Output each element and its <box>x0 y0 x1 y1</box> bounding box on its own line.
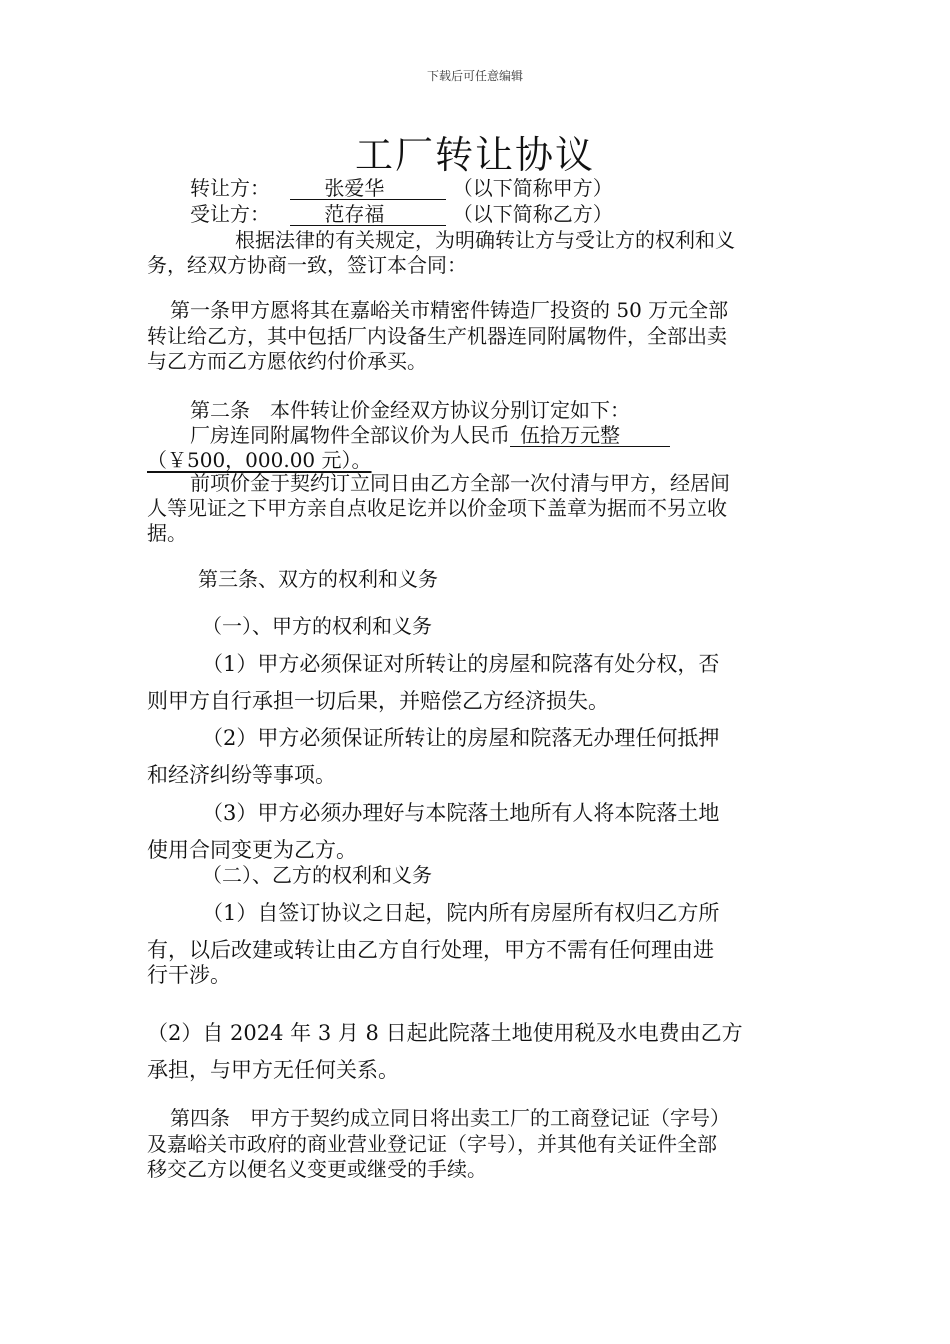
transferor-name: 张爱华 <box>324 176 385 200</box>
partyB-item1-line-3: 行干涉。 <box>147 963 231 987</box>
price-words: 伍拾万元整 <box>520 423 620 447</box>
article3-heading: 第三条、双方的权利和义务 <box>198 567 438 591</box>
partyB-item2-line-2: 承担，与甲方无任何关系。 <box>147 1058 399 1082</box>
article2-price-line <box>190 421 670 449</box>
article4-line-3: 移交乙方以便名义变更或继受的手续。 <box>147 1157 487 1181</box>
article4-line-1: 第四条 甲方于契约成立同日将出卖工厂的工商登记证（字号） <box>170 1106 730 1130</box>
transferee-alias: （以下简称乙方） <box>452 202 613 226</box>
article1-line-1: 第一条甲方愿将其在嘉峪关市精密件铸造厂投资的 50 万元全部 <box>170 298 729 322</box>
price-figure: （￥500，000.00 元）。 <box>147 448 372 472</box>
document-title: 工厂转让协议 <box>354 133 595 177</box>
partyA-item2-line-1: （2）甲方必须保证所转让的房屋和院落无办理任何抵押 <box>202 726 720 750</box>
article1-line-3: 与乙方而乙方愿依约付价承买。 <box>147 349 427 373</box>
transferor-label: 转让方： <box>190 176 270 200</box>
transferee-label: 受让方： <box>190 202 270 226</box>
partyA-item1-line-2: 则甲方自行承担一切后果，并赔偿乙方经济损失。 <box>147 689 609 713</box>
partyA-item3-line-1: （3）甲方必须办理好与本院落土地所有人将本院落土地 <box>202 801 720 825</box>
article2-pay-line-2: 人等见证之下甲方亲自点收足讫并以价金项下盖章为据而不另立收 <box>147 496 727 520</box>
price-prefix: 厂房连同附属物件全部议价为人民币 <box>190 423 510 447</box>
partyA-item2-line-2: 和经济纠纷等事项。 <box>147 763 336 787</box>
transferor-line <box>190 174 613 202</box>
transferor-name-field <box>290 177 446 200</box>
partyA-item3-line-2: 使用合同变更为乙方。 <box>147 838 357 862</box>
article4-line-2: 及嘉峪关市政府的商业营业登记证（字号），并其他有关证件全部 <box>147 1132 717 1156</box>
price-words-field <box>510 424 670 447</box>
partyA-item1-line-1: （1）甲方必须保证对所转让的房屋和院落有处分权，否 <box>202 652 720 676</box>
article2-heading: 第二条 本件转让价金经双方协议分别订定如下： <box>190 398 630 422</box>
partyB-heading: （二）、乙方的权利和义务 <box>202 863 432 887</box>
article1-line-2: 转让给乙方，其中包括厂内设备生产机器连同附属物件，全部出卖 <box>147 324 727 348</box>
intro-line-1: 根据法律的有关规定，为明确转让方与受让方的权利和义 <box>235 228 735 252</box>
partyB-item2-line-1: （2）自 2024 年 3 月 8 日起此院落土地使用税及水电费由乙方 <box>147 1021 743 1045</box>
transferor-alias: （以下简称甲方） <box>452 176 613 200</box>
article2-pay-line-3: 据。 <box>147 521 187 545</box>
intro-line-2: 务，经双方协商一致，签订本合同： <box>147 253 467 277</box>
partyB-item1-line-2: 有，以后改建或转让由乙方自行处理，甲方不需有任何理由进 <box>147 938 714 962</box>
partyA-heading: （一）、甲方的权利和义务 <box>202 614 432 638</box>
transferee-name-field <box>290 203 446 226</box>
article2-pay-line-1: 前项价金于契约订立同日由乙方全部一次付清与甲方，经居间 <box>190 471 730 495</box>
transferee-line <box>190 200 613 228</box>
partyB-item1-line-1: （1）自签订协议之日起，院内所有房屋所有权归乙方所 <box>202 901 720 925</box>
transferee-name: 范存福 <box>324 202 385 226</box>
header-note: 下载后可任意编辑 <box>426 69 523 83</box>
